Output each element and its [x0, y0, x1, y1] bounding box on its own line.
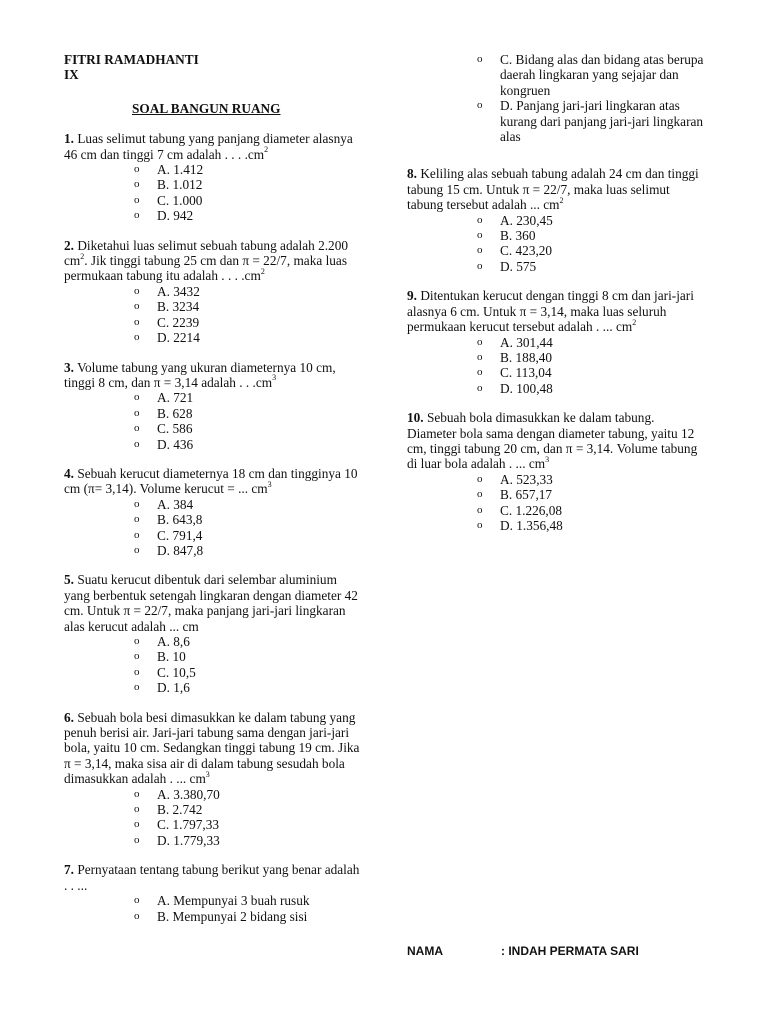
answer-option[interactable] — [64, 893, 364, 908]
radio-bullet-icon: o — [134, 803, 140, 816]
radio-bullet-icon: o — [134, 284, 140, 297]
answer-option[interactable] — [64, 802, 364, 817]
question-8 — [407, 166, 707, 274]
radio-bullet-icon: o — [134, 650, 140, 663]
answer-option[interactable] — [407, 98, 707, 144]
radio-bullet-icon: o — [477, 335, 483, 348]
answer-options — [407, 335, 707, 397]
radio-bullet-icon: o — [134, 315, 140, 328]
answer-option[interactable] — [407, 259, 707, 274]
footer-value: : INDAH PERMATA SARI — [501, 944, 639, 958]
radio-bullet-icon: o — [134, 894, 140, 907]
radio-bullet-icon: o — [477, 488, 483, 501]
answer-option-label: C. 10,5 — [157, 664, 196, 680]
radio-bullet-icon: o — [477, 259, 483, 272]
answer-option[interactable] — [64, 390, 364, 405]
answer-option-label: C. 586 — [157, 421, 193, 437]
question-number: 7. — [64, 862, 74, 878]
radio-bullet-icon: o — [477, 381, 483, 394]
answer-option[interactable] — [407, 52, 707, 98]
question-unit-exponent: 2 — [264, 145, 269, 155]
answer-option-label: D. 100,48 — [500, 380, 553, 396]
answer-option-label: B. 628 — [157, 405, 193, 421]
answer-option-label: B. Mempunyai 2 bidang sisi — [157, 908, 308, 924]
question-text-part: Pernyataan tentang tabung berikut yang benar adalah . . ... — [64, 862, 360, 893]
question-number: 8. — [407, 166, 417, 182]
radio-bullet-icon: o — [134, 528, 140, 541]
answer-option[interactable] — [64, 284, 364, 299]
question-4 — [64, 466, 364, 558]
question-number: 1. — [64, 131, 74, 147]
question-number: 3. — [64, 359, 74, 375]
radio-bullet-icon: o — [477, 244, 483, 257]
answer-option[interactable] — [407, 518, 707, 533]
footer-name — [407, 944, 727, 959]
questions-left — [64, 131, 364, 924]
radio-bullet-icon: o — [477, 229, 483, 242]
answer-option-label: D. Panjang jari-jari lingkaran atas kurang dari panjang jari-jari lingkaran alas — [500, 98, 704, 145]
answer-option[interactable] — [407, 365, 707, 380]
radio-bullet-icon: o — [477, 213, 483, 226]
radio-bullet-icon: o — [477, 518, 483, 531]
answer-option[interactable] — [407, 487, 707, 502]
answer-option[interactable] — [64, 634, 364, 649]
answer-option[interactable] — [64, 497, 364, 512]
radio-bullet-icon: o — [134, 818, 140, 831]
answer-option-label: B. 188,40 — [500, 349, 553, 365]
answer-option-label: D. 575 — [500, 258, 537, 274]
radio-bullet-icon: o — [477, 503, 483, 516]
answer-option[interactable] — [407, 381, 707, 396]
answer-options — [64, 390, 364, 452]
answer-option-label: A. 3432 — [157, 283, 200, 299]
question-number: 6. — [64, 709, 74, 725]
question-text — [407, 166, 707, 212]
answer-option-label: A. 8,6 — [157, 634, 190, 649]
radio-bullet-icon: o — [477, 53, 483, 65]
question-text — [64, 710, 364, 787]
answer-option-label: C. 2239 — [157, 314, 200, 330]
answer-option-label: B. 1.012 — [157, 177, 203, 193]
answer-option-label: D. 1.779,33 — [157, 832, 220, 848]
radio-bullet-icon: o — [134, 681, 140, 694]
answer-options — [407, 472, 707, 534]
answer-option-label: C. 113,04 — [500, 365, 552, 381]
answer-option-label: D. 436 — [157, 436, 194, 452]
answer-option-label: C. 1.000 — [157, 192, 203, 208]
answer-option[interactable] — [64, 162, 364, 177]
answer-option[interactable] — [64, 406, 364, 421]
radio-bullet-icon: o — [477, 99, 483, 112]
answer-option-label: C. 791,4 — [157, 527, 203, 543]
answer-option-label: C. Bidang alas dan bidang atas berupa daerah lingkaran yang sejajar dan kongruen — [500, 52, 704, 98]
question-text-part: Ditentukan kerucut dengan tinggi 8 cm dan jari-jari alasnya 6 cm. Untuk π = 3,14, maka luas seluruh permukaan kerucut tersebut adalah . ... cm — [407, 288, 694, 335]
question-3 — [64, 360, 364, 452]
answer-option[interactable] — [64, 193, 364, 208]
left-column — [64, 52, 364, 924]
question-text-part: Sebuah kerucut diameternya 18 cm dan tingginya 10 cm (π= 3,14). Volume kerucut = ... cm — [64, 465, 358, 497]
answer-option[interactable] — [64, 649, 364, 664]
question-unit-exponent: 2 — [632, 317, 637, 327]
answer-option[interactable] — [64, 330, 364, 345]
question-unit-exponent: 3 — [272, 373, 277, 383]
answer-option[interactable] — [64, 787, 364, 802]
radio-bullet-icon: o — [134, 422, 140, 435]
answer-option[interactable] — [64, 177, 364, 192]
radio-bullet-icon: o — [134, 331, 140, 344]
radio-bullet-icon: o — [134, 543, 140, 556]
question-number: 5. — [64, 572, 74, 588]
question-unit-exponent: 3 — [205, 769, 210, 779]
question-9 — [407, 288, 707, 396]
answer-option-label: B. 10 — [157, 649, 186, 665]
page-title: SOAL BANGUN RUANG — [132, 100, 281, 116]
question-7-options-continued — [407, 52, 707, 144]
radio-bullet-icon: o — [134, 163, 140, 176]
question-unit-exponent: 2 — [260, 267, 265, 277]
question-7 — [64, 862, 364, 924]
answer-option-label: D. 1,6 — [157, 680, 190, 696]
answer-option[interactable] — [64, 909, 364, 924]
answer-option-label: A. 721 — [157, 390, 194, 406]
answer-option[interactable] — [407, 335, 707, 350]
radio-bullet-icon: o — [134, 787, 140, 800]
question-10 — [407, 410, 707, 533]
radio-bullet-icon: o — [134, 909, 140, 922]
answer-option-label: A. Mempunyai 3 buah rusuk — [157, 893, 310, 909]
student-name: FITRI RAMADHANTI — [64, 52, 199, 67]
radio-bullet-icon: o — [134, 300, 140, 313]
radio-bullet-icon: o — [134, 437, 140, 450]
answer-option[interactable] — [64, 543, 364, 558]
answer-option-label: B. 360 — [500, 228, 536, 244]
answer-option[interactable] — [64, 299, 364, 314]
answer-options — [64, 787, 364, 849]
answer-option-label: B. 657,17 — [500, 487, 553, 503]
answer-option-label: D. 942 — [157, 208, 194, 224]
answer-options — [407, 213, 707, 275]
question-unit-exponent: 2 — [559, 195, 564, 205]
question-text-part: Diketahui luas selimut sebuah tabung adalah 2.200 cm — [64, 237, 348, 269]
student-class: IX — [64, 67, 79, 83]
question-text — [64, 466, 364, 497]
questions-right — [407, 166, 707, 533]
answer-options — [64, 634, 364, 696]
question-text — [64, 572, 364, 634]
answer-option[interactable] — [64, 680, 364, 695]
question-unit-exponent: 2 — [80, 251, 85, 261]
radio-bullet-icon: o — [134, 391, 140, 404]
answer-option-label: A. 1.412 — [157, 162, 204, 178]
question-text-part: . Jik tinggi tabung 25 cm dan π = 22/7, maka luas permukaan tabung itu adalah . . . .cm — [64, 253, 348, 284]
answer-option[interactable] — [64, 315, 364, 330]
question-text — [64, 360, 364, 391]
answer-option[interactable] — [64, 528, 364, 543]
answer-option[interactable] — [64, 665, 364, 680]
question-5 — [64, 572, 364, 695]
radio-bullet-icon: o — [134, 209, 140, 222]
answer-option-label: B. 3234 — [157, 299, 200, 315]
answer-option-label: A. 301,44 — [500, 334, 553, 350]
question-text-part: Sebuah bola dimasukkan ke dalam tabung. Diameter bola sama dengan diameter tabung, yaitu 12 cm, tinggi tabung 20 cm, dan π = 3,14. Volume tabung di luar bola adalah . ... cm — [407, 410, 698, 472]
answer-option[interactable] — [64, 437, 364, 452]
answer-option-label: A. 384 — [157, 496, 194, 512]
answer-options — [64, 893, 364, 924]
question-number: 4. — [64, 465, 74, 481]
answer-options — [64, 162, 364, 224]
question-text-part: Luas selimut tabung yang panjang diameter alasnya 46 cm dan tinggi 7 cm adalah . . . .cm — [64, 131, 353, 162]
answer-option[interactable] — [407, 350, 707, 365]
answer-option-label: B. 2.742 — [157, 802, 203, 818]
question-text — [64, 238, 364, 284]
radio-bullet-icon: o — [134, 406, 140, 419]
answer-option[interactable] — [64, 817, 364, 832]
question-2 — [64, 238, 364, 346]
radio-bullet-icon: o — [134, 833, 140, 846]
right-column — [407, 52, 707, 533]
answer-option[interactable] — [407, 213, 707, 228]
question-unit-exponent: 3 — [267, 479, 272, 489]
question-number: 10. — [407, 410, 424, 426]
question-text-part: Suatu kerucut dibentuk dari selembar aluminium yang berbentuk setengah lingkaran dengan diameter 42 cm. Untuk π = 22/7, maka panjang jari-jari lingkaran alas kerucut adalah ... cm — [64, 572, 358, 634]
answer-option-label: D. 2214 — [157, 330, 200, 346]
answer-option-label: D. 1.356,48 — [500, 517, 563, 533]
answer-option[interactable] — [64, 208, 364, 223]
answer-option[interactable] — [64, 512, 364, 527]
question-text — [64, 862, 364, 893]
answer-option[interactable] — [64, 833, 364, 848]
question-text — [407, 288, 707, 334]
question-number: 9. — [407, 288, 417, 304]
question-text — [407, 410, 707, 472]
answer-option-label: C. 1.797,33 — [157, 817, 220, 833]
answer-option[interactable] — [64, 421, 364, 436]
radio-bullet-icon: o — [134, 178, 140, 191]
answer-options — [64, 284, 364, 346]
answer-option[interactable] — [407, 503, 707, 518]
answer-option[interactable] — [407, 228, 707, 243]
answer-options — [64, 497, 364, 559]
question-6 — [64, 710, 364, 849]
answer-option-label: A. 523,33 — [500, 471, 553, 487]
radio-bullet-icon: o — [134, 513, 140, 526]
radio-bullet-icon: o — [134, 193, 140, 206]
radio-bullet-icon: o — [477, 472, 483, 485]
footer-label: NAMA — [407, 944, 443, 958]
question-text-part: Sebuah bola besi dimasukkan ke dalam tabung yang penuh berisi air. Jari-jari tabung sama dengan jari-jari bola, yaitu 10 cm. Sedangkan tinggi tabung 19 cm. Jika π = 3,14, maka sisa air di dalam tabung sesudah bola dimasukkan adalah . ... cm — [64, 709, 360, 787]
radio-bullet-icon: o — [134, 497, 140, 510]
answer-option-label: B. 643,8 — [157, 512, 203, 528]
answer-option[interactable] — [407, 472, 707, 487]
radio-bullet-icon: o — [134, 635, 140, 647]
question-number: 2. — [64, 237, 74, 253]
radio-bullet-icon: o — [134, 665, 140, 678]
question-1 — [64, 131, 364, 223]
question-text-part: Volume tabung yang ukuran diameternya 10 cm, tinggi 8 cm, dan π = 3,14 adalah . . .cm — [64, 359, 336, 390]
answer-option[interactable] — [407, 243, 707, 258]
answer-option-label: A. 3.380,70 — [157, 786, 220, 802]
question-unit-exponent: 3 — [545, 454, 550, 464]
answer-option-label: C. 1.226,08 — [500, 502, 563, 518]
radio-bullet-icon: o — [477, 366, 483, 379]
radio-bullet-icon: o — [477, 350, 483, 363]
answer-option-label: D. 847,8 — [157, 542, 204, 558]
question-text — [64, 131, 364, 162]
answer-option-label: A. 230,45 — [500, 212, 553, 228]
answer-option-label: C. 423,20 — [500, 243, 553, 259]
question-text-part: Keliling alas sebuah tabung adalah 24 cm dan tinggi tabung 15 cm. Untuk π = 22/7, maka luas selimut tabung tersebut adalah ... cm — [407, 166, 699, 213]
